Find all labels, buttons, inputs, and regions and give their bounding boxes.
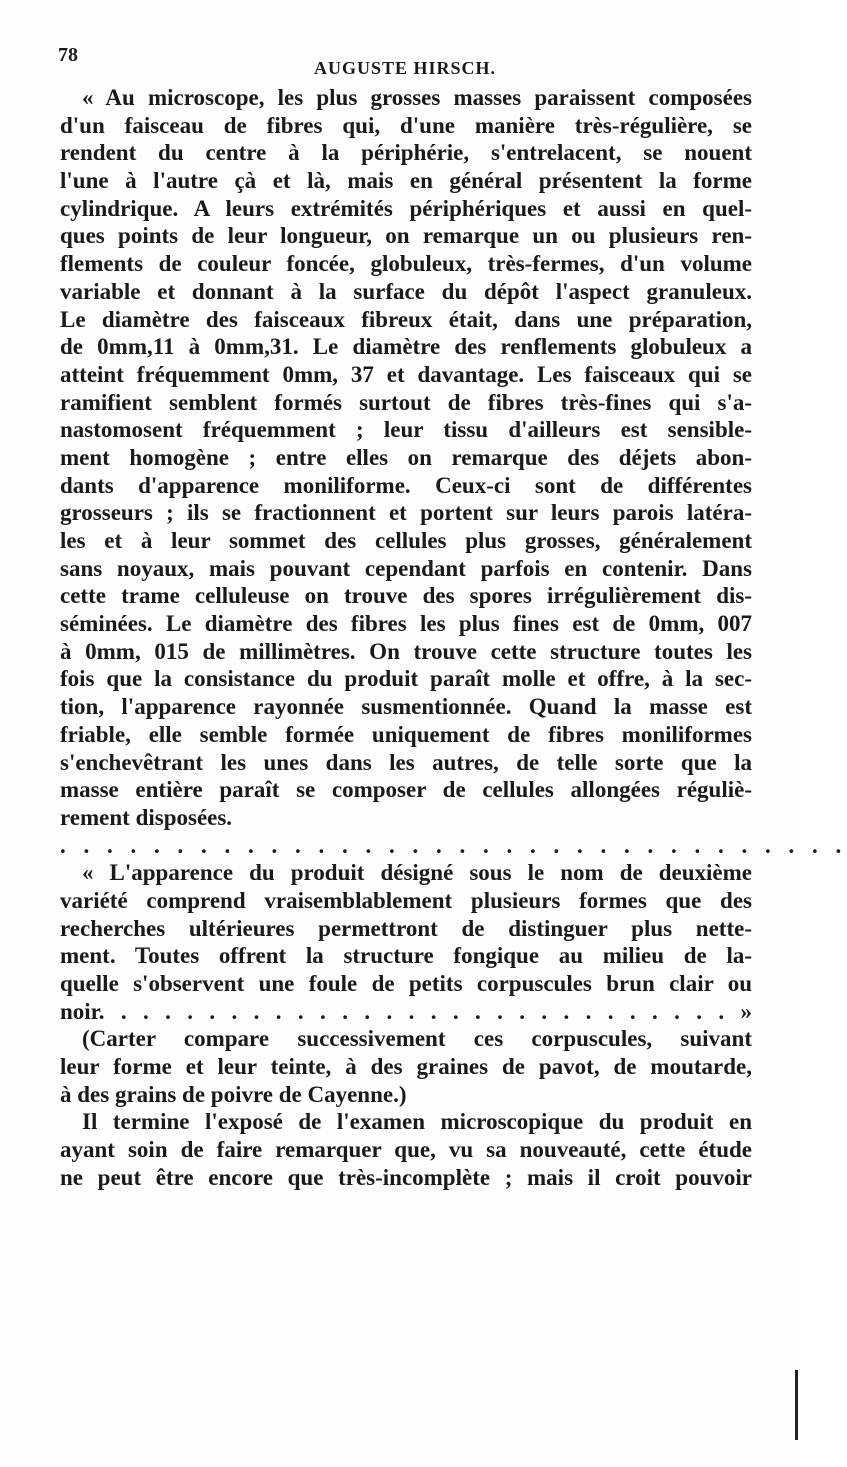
text-line: noir. . . . . . . . . . . . . . . . . . . . . . . . . . . . . » [60, 998, 752, 1024]
text-line: (Carter compare successivement ces corpuscules, suivant [82, 1026, 752, 1052]
text-line: dants d'apparence moniliforme. Ceux-ci sont de différentes [60, 472, 752, 498]
text-line: l'une à l'autre çà et là, mais en général présentent la forme [60, 168, 752, 194]
text-line: atteint fréquemment 0mm, 37 et davantage. Les faisceaux qui se [60, 361, 752, 387]
text-line: ne peut être encore que très-incomplète ; mais il croit pouvoir [60, 1164, 752, 1190]
text-line: Il termine l'exposé de l'examen microscopique du produit en [82, 1109, 752, 1135]
page-header [58, 44, 752, 84]
text-line: ment. Toutes offrent la structure fongique au milieu de la- [60, 943, 752, 969]
text-line: séminées. Le diamètre des fibres les plus fines est de 0mm, 007 [60, 611, 752, 637]
text-line: de 0mm,11 à 0mm,31. Le diamètre des renflements globuleux a [60, 334, 752, 360]
text-line: fois que la consistance du produit paraît molle et offre, à la sec- [60, 666, 752, 692]
text-line: ques points de leur longueur, on remarque un ou plusieurs ren- [60, 223, 752, 249]
text-line: tion, l'apparence rayonnée susmentionnée. Quand la masse est [60, 694, 752, 720]
text-line: à des grains de poivre de Cayenne.) [60, 1081, 407, 1107]
text-line: ramifient semblent formés surtout de fibres très-fines qui s'a- [60, 389, 752, 415]
text-line: rendent du centre à la périphérie, s'entrelacent, se nouent [60, 140, 752, 166]
text-line: quelle s'observent une foule de petits corpuscules brun clair ou [60, 971, 752, 996]
page-edge-mark [795, 1370, 798, 1440]
text-line: d'un faisceau de fibres qui, d'une manière très-régulière, se [60, 112, 752, 138]
text-line: s'enchevêtrant les unes dans les autres, de telle sorte que la [60, 749, 752, 775]
text-line: variété comprend vraisemblablement plusieurs formes que des [60, 887, 752, 913]
text-line: cylindrique. A leurs extrémités périphériques et aussi en quel- [60, 195, 752, 221]
text-line: « L'apparence du produit désigné sous le nom de deuxième [82, 860, 752, 886]
text-line: grosseurs ; ils se fractionnent et portent sur leurs parois latéra- [60, 500, 752, 526]
text-line: nastomosent fréquemment ; leur tissu d'ailleurs est sensible- [60, 417, 752, 443]
text-line: flements de couleur foncée, globuleux, très-fermes, d'un volume [60, 251, 752, 277]
text-line: les et à leur sommet des cellules plus grosses, généralement [60, 528, 752, 553]
text-line: sans noyaux, mais pouvant cependant parfois en contenir. Dans [60, 555, 752, 581]
text-line: masse entière paraît se composer de cellules allongées réguliè- [60, 777, 752, 803]
text-line: cette trame celluleuse on trouve des spores irrégulièrement dis- [60, 583, 752, 609]
text-line: Le diamètre des faisceaux fibreux était, dans une préparation, [60, 306, 752, 332]
text-line: à 0mm, 015 de millimètres. On trouve cette structure toutes les [60, 638, 752, 664]
page-number: 78 [58, 44, 78, 66]
text-line: leur forme et leur teinte, à des graines de pavot, de moutarde, [60, 1054, 752, 1080]
body-text [60, 84, 847, 1192]
text-line: ayant soin de faire remarquer que, vu sa nouveauté, cette étude [60, 1137, 752, 1163]
text-line: . . . . . . . . . . . . . . . . . . . . . . . . . . . . . . . . . . [60, 832, 847, 858]
running-head: AUGUSTE HIRSCH. [313, 58, 497, 78]
text-line: « Au microscope, les plus grosses masses paraissent composées [82, 85, 752, 110]
text-line: rement disposées. [60, 804, 233, 830]
text-line: variable et donnant à la surface du dépôt l'aspect granuleux. [60, 278, 752, 304]
text-line: recherches ultérieures permettront de distinguer plus nette- [60, 915, 752, 941]
text-line: ment homogène ; entre elles on remarque des déjets abon- [60, 444, 752, 470]
text-line: friable, elle semble formée uniquement de fibres moniliformes [60, 721, 752, 747]
